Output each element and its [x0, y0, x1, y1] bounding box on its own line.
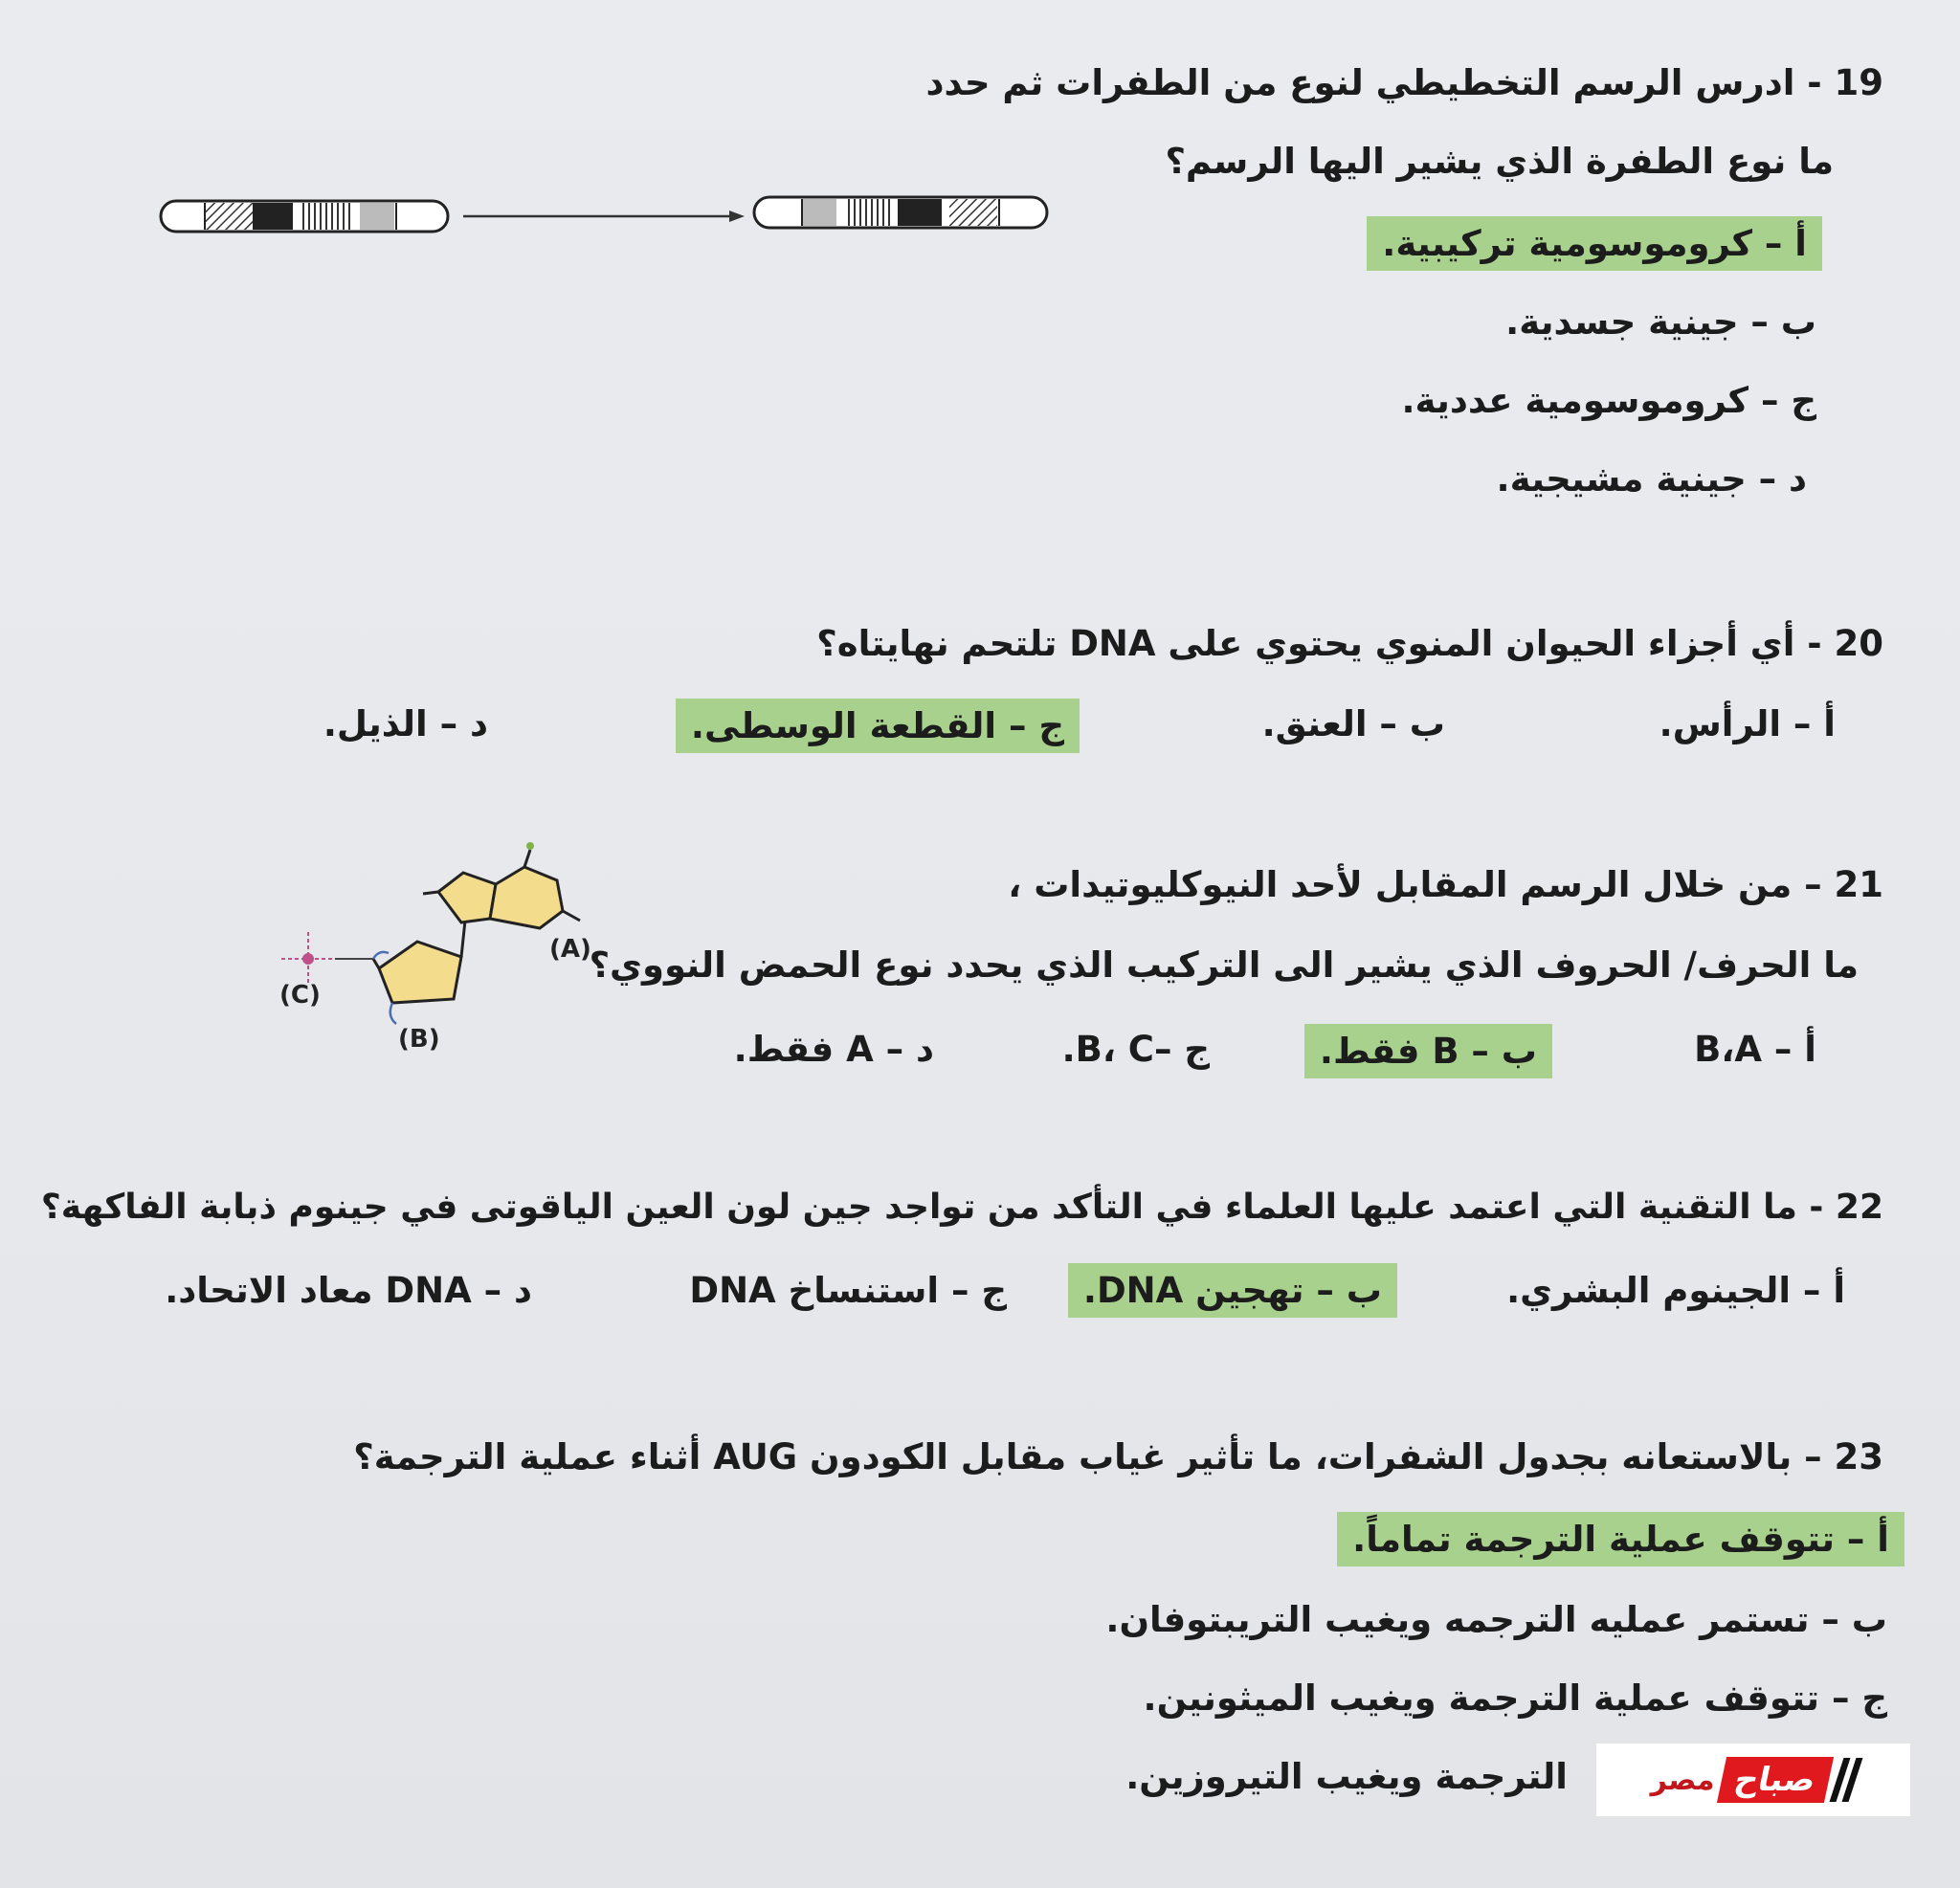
q21-option-a: أ – B،A [1694, 1029, 1816, 1070]
q20-option-c: ج – القطعة الوسطى. [676, 699, 1080, 753]
q21-option-b: ب – B فقط. [1304, 1024, 1552, 1078]
nitrogenous-base [423, 842, 580, 928]
q19-option-d: د – جينية مشيجية. [1496, 458, 1807, 500]
logo-brand-red: صباح [1717, 1757, 1834, 1803]
label-a: (A) [549, 935, 591, 964]
q21-option-d: د – A فقط. [733, 1029, 934, 1070]
q22-option-c: ج – استنساخ DNA [689, 1270, 1007, 1311]
q21-option-c: ج –B، C. [1061, 1029, 1210, 1070]
logo-bars-icon [1837, 1758, 1856, 1802]
q21-question-line1: 21 – من خلال الرسم المقابل لأحد النيوكليوتيدات ، [1008, 864, 1883, 905]
q22-option-b: ب – تهجين DNA. [1068, 1263, 1397, 1318]
q19-option-b: ب – جينية جسدية. [1505, 301, 1816, 343]
q22-question: 22 - ما التقنية التي اعتمد عليها العلماء في التأكد من تواجد جين لون العين الياقوتى في جينوم ذبابة الفاكهة؟ [40, 1188, 1883, 1227]
phosphate-group [281, 932, 373, 986]
q20-option-a: أ – الرأس. [1659, 703, 1836, 744]
label-c: (C) [279, 981, 321, 1010]
q23-question: 23 – بالاستعانه بجدول الشفرات، ما تأثير غياب مقابل الكودون AUG أثناء عملية الترجمة؟ [353, 1436, 1883, 1477]
q23-option-b: ب – تستمر عمليه الترجمه ويغيب التريبتوفان. [1105, 1599, 1887, 1640]
watermark-logo [1596, 1744, 1910, 1816]
q19-option-a: أ – كروموسومية تركيبية. [1367, 216, 1822, 271]
mutated-chromosome [754, 197, 1047, 228]
original-chromosome [161, 201, 448, 232]
label-b: (B) [398, 1025, 440, 1054]
q20-option-b: ب – العنق. [1261, 703, 1445, 744]
q20-question: 20 - أي أجزاء الحيوان المنوي يحتوي على DNA تلتحم نهايتاه؟ [816, 623, 1883, 664]
q22-option-a: أ – الجينوم البشري. [1506, 1270, 1845, 1311]
q20-option-d: د – الذيل. [323, 703, 488, 744]
q23-option-a: أ – تتوقف عملية الترجمة تماماً. [1337, 1512, 1904, 1566]
q23-option-c: ج – تتوقف عملية الترجمة ويغيب الميثونين. [1143, 1677, 1887, 1719]
logo-brand-dark: مصر [1650, 1763, 1715, 1797]
q22-option-d: د – DNA معاد الاتحاد. [165, 1270, 532, 1311]
chromosome-mutation-diagram [159, 191, 1051, 239]
q21-question-line2: ما الحرف/ الحروف الذي يشير الى التركيب الذي يحدد نوع الحمض النووي؟ [589, 944, 1859, 986]
q19-question-line2: ما نوع الطفرة الذي يشير اليها الرسم؟ [1165, 141, 1834, 182]
glycosidic-bond [461, 921, 465, 957]
arrow [463, 211, 745, 222]
q23-option-d: الترجمة ويغيب التيروزين. [1125, 1756, 1568, 1797]
nucleotide-diagram [274, 834, 618, 1064]
sugar-pentose [373, 942, 461, 1024]
q19-question-line1: 19 - ادرس الرسم التخطيطي لنوع من الطفرات ثم حدد [925, 62, 1883, 103]
q19-option-c: ج – كروموسومية عددية. [1401, 380, 1816, 421]
